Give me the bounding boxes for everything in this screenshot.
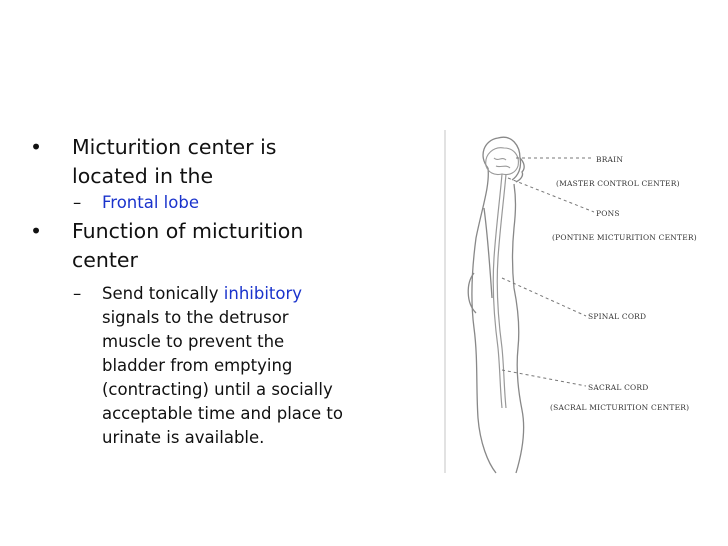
sub-bullet-dash: –: [73, 193, 82, 212]
sub-bullet-dash: –: [73, 284, 82, 303]
bullet-dot: •: [30, 135, 43, 159]
micturition-anatomy-figure: [436, 128, 697, 475]
label-brain-sub: (MASTER CONTROL CENTER): [556, 179, 680, 188]
description-line: urinate is available.: [102, 428, 265, 447]
bullet-line: located in the: [72, 164, 214, 188]
label-pons-sub: (PONTINE MICTURITION CENTER): [552, 233, 697, 242]
bullet-line: center: [72, 248, 138, 272]
description-line: signals to the detrusor: [102, 308, 289, 327]
label-sacral-sub: (SACRAL MICTURITION CENTER): [550, 403, 690, 412]
description-line: acceptable time and place to: [102, 404, 343, 423]
bullet-micturition-center-location: [30, 133, 430, 191]
body-outline-illustration: [436, 128, 697, 475]
leader-lines: [502, 158, 594, 386]
description-line: (contracting) until a socially: [102, 380, 333, 399]
description-line: muscle to prevent the: [102, 332, 285, 351]
description-line: bladder from emptying: [102, 356, 293, 375]
label-pons: PONS: [596, 209, 620, 218]
body-silhouette: [468, 137, 524, 473]
label-brain: BRAIN: [596, 155, 624, 164]
frontal-lobe-text: Frontal lobe: [102, 193, 199, 212]
slide-text: [30, 133, 430, 450]
bullet-line: Micturition center is: [72, 135, 277, 159]
inhibitory-highlight: inhibitory: [223, 284, 303, 303]
bullet-function-of-micturition-center: [30, 217, 430, 275]
description-line: [102, 282, 430, 306]
label-sacral-cord: SACRAL CORD: [588, 383, 649, 392]
spinal-cord: [493, 174, 506, 408]
label-spinal-cord: SPINAL CORD: [588, 312, 647, 321]
brain-shape: [486, 148, 519, 175]
description-text: Send tonically: [102, 284, 224, 303]
bullet-line: Function of micturition: [72, 219, 304, 243]
sub-bullet-function-description: [30, 282, 430, 450]
sub-bullet-frontal-lobe: [30, 191, 430, 215]
bullet-dot: •: [30, 219, 43, 243]
